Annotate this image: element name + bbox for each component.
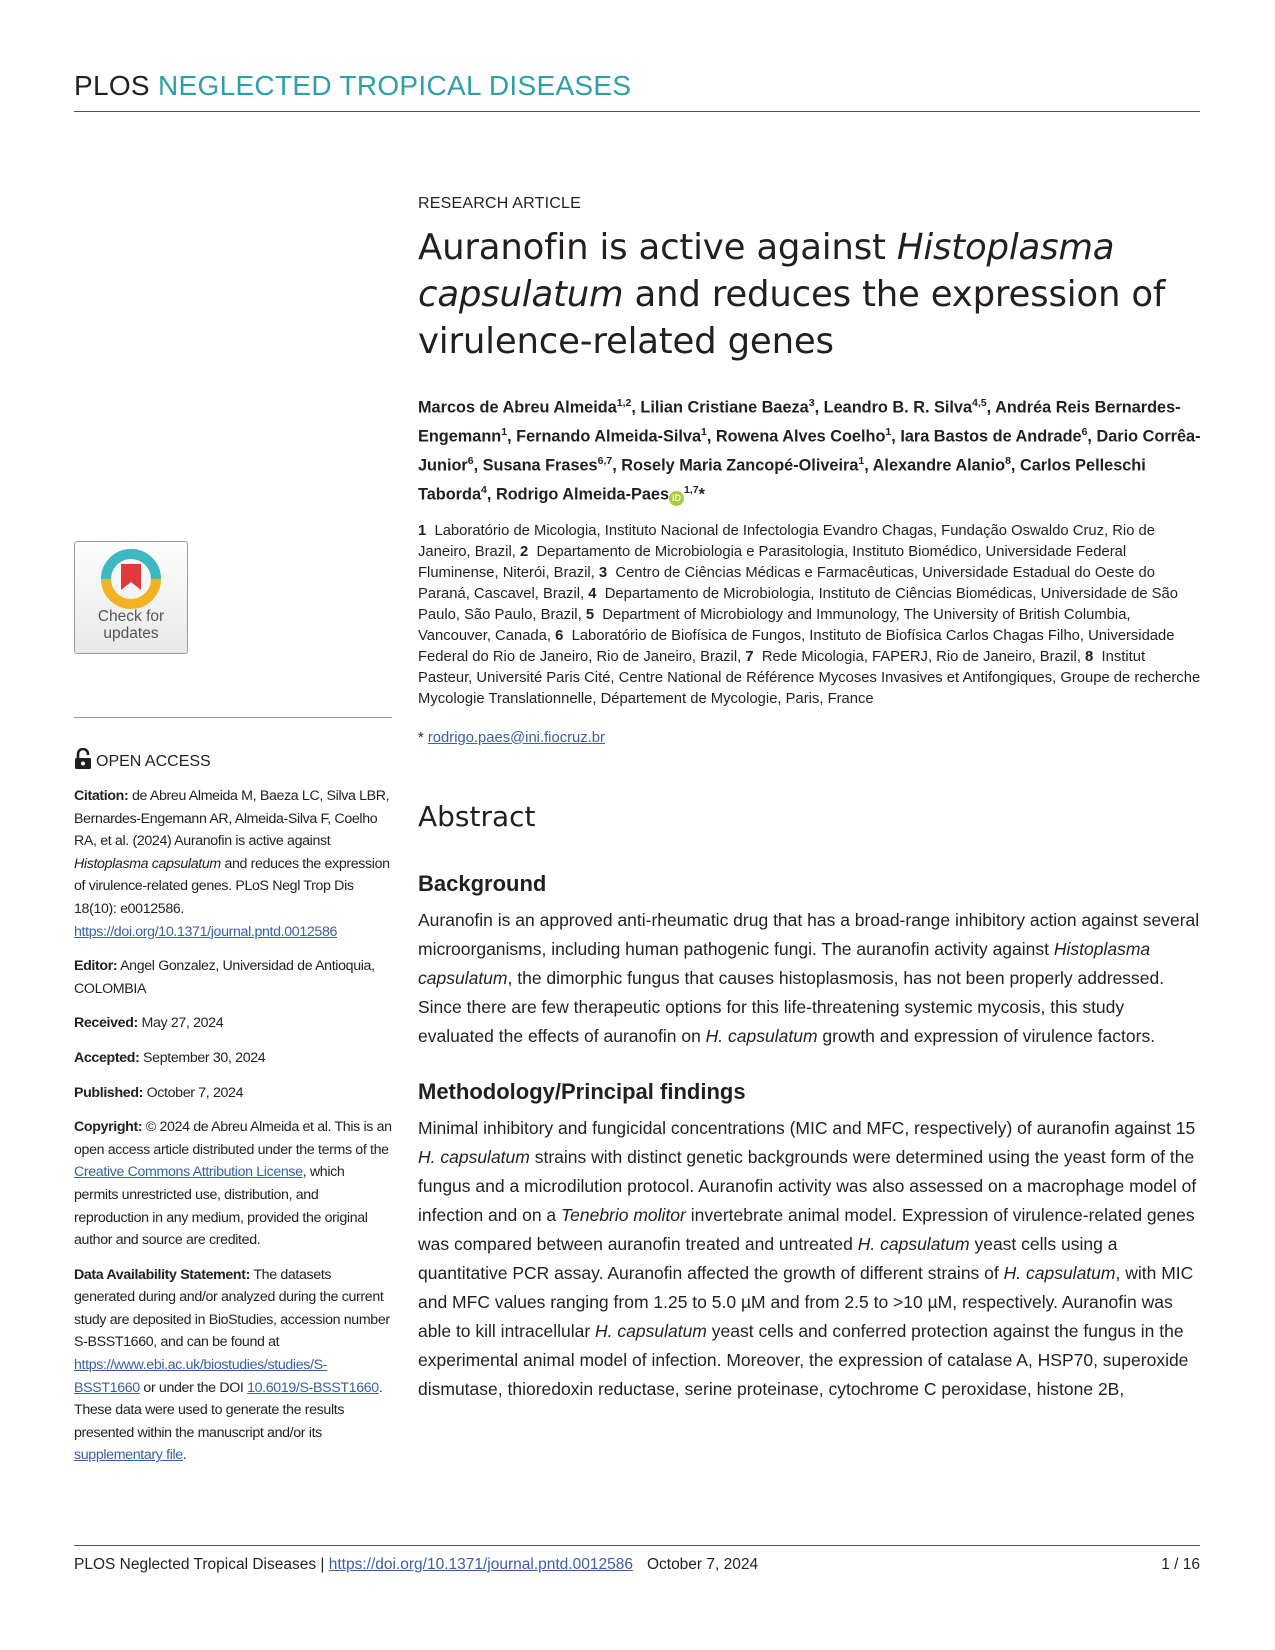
author-separator: , (612, 456, 622, 475)
accepted-block: Accepted: September 30, 2024 (74, 1049, 266, 1066)
author-name: Carlos Pelleschi Taborda (418, 456, 1146, 504)
affiliation-list: 1 Laboratório de Micologia, Instituto Nacional de Infectologia Evandro Chagas, Fundação Oswaldo Cruz, Rio de Janeiro, Brazil, 2 Departamento de Microbiologia e Parasitologia, Instituto Biomédico, Universidade Federal Fluminense, Niterói, Brazil, 3 Centro de Ciências Médicas e Farmacêuticas, Universidade Estadual do Oeste do Paraná, Cascavel, Brazil, 4 Departamento de Microbiologia, Instituto de Ciências Biomédicas, Universidade de São Paulo, São Paulo, Brazil, 5 Department of Microbiology and Immunology, The University of British Columbia, Vancouver, Canada, 6 Laboratório de Biofísica de Fungos, Instituto de Biofísica Carlos Chagas Filho, Universidade Federal do Rio de Janeiro, Rio de Janeiro, Brazil, 7 Rede Micologia, FAPERJ, Rio de Janeiro, Brazil, 8 Institut Pasteur, Université Paris Cité, Centre National de Référence Mycoses Invasives et Antifongiques, Groupe de recherche Mycologie Translationnelle, Département de Mycologie, Paris, France (418, 522, 1201, 707)
author-affiliation-marker: 1 (885, 425, 892, 438)
author-affiliation-marker: 1,7 (684, 483, 699, 496)
author-name: Susana Frases (482, 456, 598, 475)
article-type: RESEARCH ARTICLE (418, 195, 581, 212)
text-run: , with MIC and MFC values ranging from 1.25 to 5.0 µM and from 2.5 to >10 µM, respectively. Auranofin was able to kill intracellular (418, 1262, 1194, 1341)
author-separator: , (814, 398, 824, 417)
author-affiliation-marker: 1 (701, 425, 707, 438)
author-name: Lilian Cristiane Baeza (640, 398, 809, 417)
author-name: Rosely Maria Zancopé-Oliveira (621, 456, 859, 475)
footer-journal: PLOS Neglected Tropical Diseases | (74, 1556, 329, 1573)
citation-label: Citation: (74, 788, 129, 804)
author-separator: , (986, 398, 996, 417)
text-run: Auranofin is an approved anti-rheumatic drug that has a broad-range inhibitory action against several microorganisms, including human pathogenic fungi. The auranofin activity against (418, 909, 1200, 959)
received-block: Received: May 27, 2024 (74, 1015, 224, 1032)
author-affiliation-marker: 8 (1005, 454, 1011, 467)
author-name: Iara Bastos de Andrade (900, 427, 1082, 446)
text-run: Tenebrio molitor (561, 1204, 686, 1225)
author-separator: , (486, 485, 496, 504)
affiliation-text: Departamento de Microbiologia e Parasitologia, Instituto Biomédico, Universidade Federal Fluminense, Niterói, Brazil (418, 543, 1127, 581)
author-affiliation-marker: 4,5 (972, 397, 987, 409)
text-run: yeast cells and conferred protection against the fungus in the experimental animal model of infection. Moreover, the expression of catalase A, HSP70, superoxide dismutase, thioredoxin reductase, serine proteinase, cytochrome C peroxidase, histone 2B, (418, 1320, 1189, 1399)
author-affiliation-marker: 1,2 (616, 397, 632, 409)
author-name: Alexandre Alanio (872, 456, 1006, 475)
author-name: Fernando Almeida-Silva (516, 427, 702, 446)
author-list (418, 391, 1202, 507)
corresponding-author (418, 730, 1202, 746)
header-divider (74, 111, 1200, 112)
affiliation-number: 4 (588, 585, 597, 602)
affiliation-text: Departamento de Microbiologia, Instituto de Ciências Biomédicas, Universidade de São Paulo, São Paulo, Brazil (418, 585, 1178, 623)
author-affiliation-marker: 1 (501, 425, 508, 438)
title-part-2: and reduces the expression of virulence-related genes (418, 274, 1166, 362)
author-separator: , (1087, 427, 1097, 446)
author-affiliation-marker: 6 (467, 454, 474, 467)
affiliation-number: 6 (555, 627, 564, 644)
check-for-updates-label (75, 608, 187, 642)
data-availability-block: Data Availability Statement: The datasets generated during and/or analyzed during the current study are deposited in BioStudies, accession number S-BSST1660, and can be found at https://www.ebi.ac.uk/biostudies/studies/S-BSST1660 or under the DOI 10.6019/S-BSST1660. These data were used to generate the results presented within the manuscript and/or its supplementary file. (74, 1266, 390, 1464)
text-run: H. capsulatum (705, 1025, 818, 1046)
footer-date: October 7, 2024 (646, 1556, 759, 1573)
author-separator: , (1010, 456, 1020, 475)
text-run: H. capsulatum (595, 1320, 707, 1341)
copyright-block: Copyright: © 2024 de Abreu Almeida et al. This is an open access article distributed under the terms of the Creative Commons Attribution License, which permits unrestricted use, distribution, and reproduction in any medium, provided the original author and source are credited. (74, 1119, 392, 1249)
text-run: strains with distinct genetic backgrounds were determined using the yeast form of the fungus and a microdilution protocol. Auranofin activity was also assessed on a macrophage model of infection and on a (418, 1146, 1197, 1225)
author-separator: , (631, 398, 641, 417)
background-paragraph (418, 906, 1202, 1051)
author-separator: , (507, 427, 517, 446)
page-number: 1 / 16 (1161, 1556, 1200, 1573)
corresponding-mark: * (698, 485, 705, 504)
author-separator: , (706, 427, 716, 446)
crossmark-line-2: updates (103, 625, 159, 642)
orcid-icon[interactable]: iD (669, 491, 684, 506)
article-title (418, 224, 1202, 365)
affiliation-text: Laboratório de Micologia, Instituto Nacional de Infectologia Evandro Chagas, Fundação Oswaldo Cruz, Rio de Janeiro, Brazil (418, 522, 1156, 560)
affiliation-number: 8 (1085, 648, 1094, 665)
affiliation-text: Rede Micologia, FAPERJ, Rio de Janeiro, Brazil (761, 648, 1077, 665)
text-run: yeast cells using a quantitative PCR assay. Auranofin affected the growth of different strains of (418, 1233, 1118, 1283)
footer-doi-link[interactable]: https://doi.org/10.1371/journal.pntd.0012586 (328, 1556, 633, 1573)
affiliation-text: Institut Pasteur, Université Paris Cité, Centre National de Référence Mycoses Invasives et Antifongiques, Groupe de recherche Mycologie Translationnelle, Département de Mycologie, Paris, France (418, 648, 1201, 707)
methods-paragraph (418, 1114, 1202, 1404)
author-name: Rowena Alves Coelho (715, 427, 886, 446)
affiliation-number: 7 (745, 648, 754, 665)
editor-block: Editor: Angel Gonzalez, Universidad de Antioquia, COLOMBIA (74, 958, 375, 997)
data-availability-label: Data Availability Statement: (74, 1266, 251, 1283)
author-separator: , (473, 456, 483, 475)
author-separator: , (891, 427, 901, 446)
crossmark-icon (100, 548, 162, 610)
author-affiliation-marker: 4 (481, 483, 487, 496)
affiliation-text: Centro de Ciências Médicas e Farmacêuticas, Universidade Estadual do Oeste do Paraná, Cascavel, Brazil (418, 564, 1155, 602)
author-name: Marcos de Abreu Almeida (418, 398, 617, 417)
published-block: Published: October 7, 2024 (74, 1084, 244, 1101)
biostudies-link[interactable]: https://www.ebi.ac.uk/biostudies/studies/S-BSST1660 (74, 1357, 328, 1396)
text-run: growth and expression of virulence factors. (817, 1025, 1156, 1046)
text-run: Minimal inhibitory and fungicidal concentrations (MIC and MFC, respectively) of auranofin against 15 (418, 1117, 1196, 1138)
dataset-doi-link[interactable]: 10.6019/S-BSST1660 (247, 1379, 379, 1396)
open-access-text: OPEN ACCESS (96, 753, 211, 770)
editor-label: Editor: (74, 958, 118, 975)
affiliation-text: Department of Microbiology and Immunology, The University of British Columbia, Vancouver, Canada (418, 606, 1131, 644)
author-name: Dario Corrêa-Junior (418, 427, 1201, 475)
sidebar-divider (74, 717, 392, 718)
author-affiliation-marker: 3 (808, 397, 815, 409)
journal-header (74, 70, 631, 102)
title-italic: Histoplasma capsulatum (418, 227, 1115, 315)
abstract-heading: Abstract (418, 799, 536, 833)
author-affiliation-marker: 6,7 (597, 454, 613, 467)
affiliation-number: 5 (585, 606, 595, 623)
author-affiliation-marker: 1 (858, 454, 865, 467)
received-label: Received: (74, 1015, 138, 1032)
check-for-updates-badge[interactable] (74, 541, 188, 654)
affiliation-text: Laboratório de Biofísica de Fungos, Instituto de Biofísica Carlos Chagas Filho, Universidade Federal do Rio de Janeiro, Rio de Janeiro, Brazil (418, 627, 1175, 665)
license-link[interactable]: Creative Commons Attribution License (74, 1164, 303, 1181)
supplementary-file-link[interactable]: supplementary file (74, 1447, 183, 1464)
text-run: , the dimorphic fungus that causes histoplasmosis, has not been properly addressed. Since there are few therapeutic options for this life-threatening systemic mycosis, this study evaluated the effects of auranofin on (418, 967, 1165, 1046)
citation-doi-link[interactable]: https://doi.org/10.1371/journal.pntd.0012586 (74, 923, 338, 940)
methods-heading: Methodology/Principal findings (418, 1078, 746, 1104)
affiliation-number: 2 (520, 543, 529, 560)
accepted-label: Accepted: (74, 1049, 140, 1066)
author-name: Rodrigo Almeida-Paes (495, 485, 670, 504)
title-part-1: Auranofin is active against (418, 227, 897, 268)
corresponding-prefix: * (418, 729, 428, 746)
text-run: Histoplasma capsulatum (418, 938, 1151, 988)
author-affiliation-marker: 6 (1081, 425, 1088, 438)
author-name: Andréa Reis Bernardes-Engemann (418, 398, 1181, 446)
text-run: H. capsulatum (857, 1233, 970, 1254)
background-heading: Background (418, 870, 547, 896)
author-name: Leandro B. R. Silva (823, 398, 973, 417)
page-footer (74, 1556, 1200, 1574)
plos-brand: PLOS (74, 70, 150, 101)
citation-block: Citation: de Abreu Almeida M, Baeza LC, Silva LBR, Bernardes-Engemann AR, Almeida-Silva F, Coelho RA, et al. (2024) Auranofin is active against Histoplasma capsulatum and reduces the expression of virulence-related genes. PLoS Negl Trop Dis 18(10): e0012586. https://doi.org/10.1371/journal.pntd.0012586 (74, 788, 390, 940)
crossmark-line-1: Check for (97, 608, 165, 625)
journal-name: NEGLECTED TROPICAL DISEASES (158, 70, 632, 101)
copyright-label: Copyright: (74, 1119, 143, 1136)
open-access-label (74, 748, 211, 771)
footer-divider (74, 1545, 1200, 1546)
text-run: H. capsulatum (1003, 1262, 1116, 1283)
article-metadata-sidebar (74, 785, 392, 1479)
published-label: Published: (74, 1084, 144, 1101)
text-run: invertebrate animal model. Expression of virulence-related genes was compared between auranofin treated and untreated (418, 1204, 1195, 1254)
open-lock-icon (74, 748, 92, 770)
affiliation-number: 1 (418, 522, 427, 539)
main-column (418, 195, 1202, 1404)
text-run: H. capsulatum (418, 1146, 530, 1167)
author-separator: , (864, 456, 873, 475)
corresponding-email-link[interactable]: rodrigo.paes@ini.fiocruz.br (427, 729, 605, 746)
affiliation-number: 3 (598, 564, 608, 581)
